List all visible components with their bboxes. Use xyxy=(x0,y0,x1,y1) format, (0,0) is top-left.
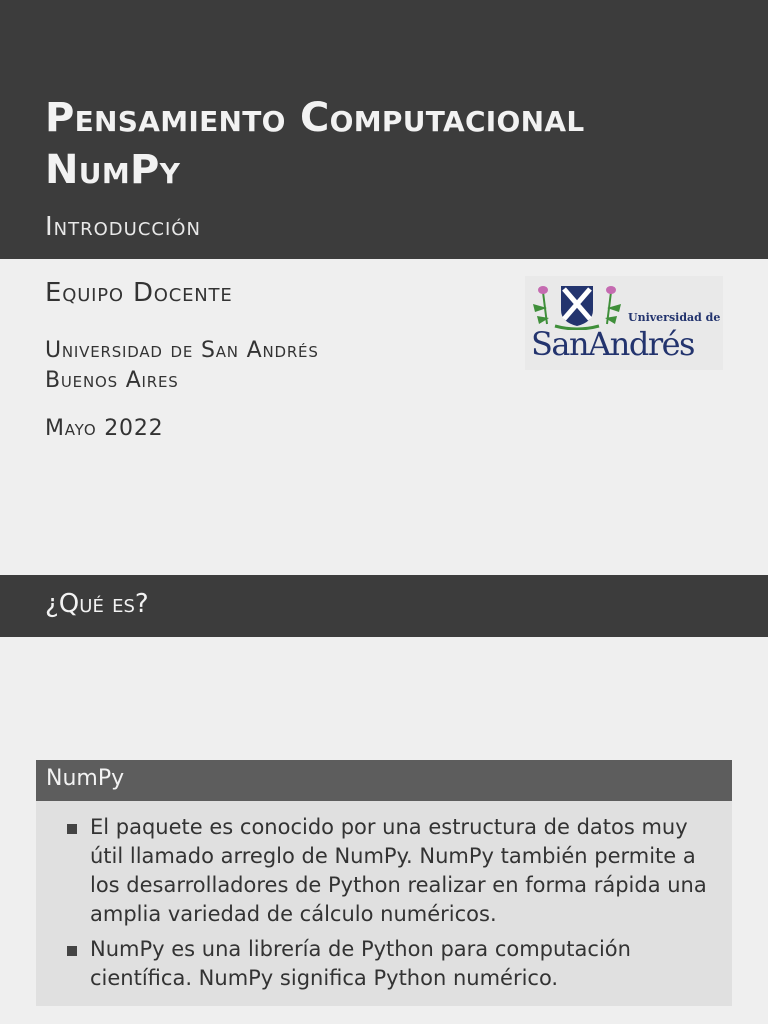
university-logo xyxy=(525,276,723,370)
numpy-block xyxy=(36,760,732,1006)
frame-title: ¿Qué es? xyxy=(45,589,149,619)
slide-title-line-2: NumPy xyxy=(45,147,181,193)
author: Equipo Docente xyxy=(45,278,233,308)
logo-big-text: SanAndrés xyxy=(531,325,694,363)
bullet-item xyxy=(36,935,732,993)
frame-title-band xyxy=(0,575,768,637)
institution-line-2: Buenos Aires xyxy=(45,368,179,393)
date: Mayo 2022 xyxy=(45,416,164,441)
slide-title-line-1: Pensamiento Computacional xyxy=(45,95,585,141)
logo-small-text: Universidad de xyxy=(628,311,721,324)
square-bullet-icon xyxy=(67,824,77,834)
block-title: NumPy xyxy=(46,766,125,791)
bullet-text: NumPy es una librería de Python para computación científica. NumPy significa Python numérico. xyxy=(90,937,631,990)
square-bullet-icon xyxy=(67,946,77,956)
bullet-list xyxy=(36,813,732,999)
bullet-text: El paquete es conocido por una estructura de datos muy útil llamado arreglo de NumPy. NumPy también permite a los desarrolladores de Python realizar en forma rápida una amplia variedad de cálculo numéricos. xyxy=(90,815,707,926)
title-band xyxy=(0,0,768,259)
content-slide xyxy=(0,575,768,1024)
institution-line-1: Universidad de San Andrés xyxy=(45,338,319,363)
slide-subtitle: Introducción xyxy=(45,212,201,242)
thistle-shield-emblem xyxy=(529,282,625,330)
block-header xyxy=(36,760,732,801)
bullet-item xyxy=(36,813,732,929)
